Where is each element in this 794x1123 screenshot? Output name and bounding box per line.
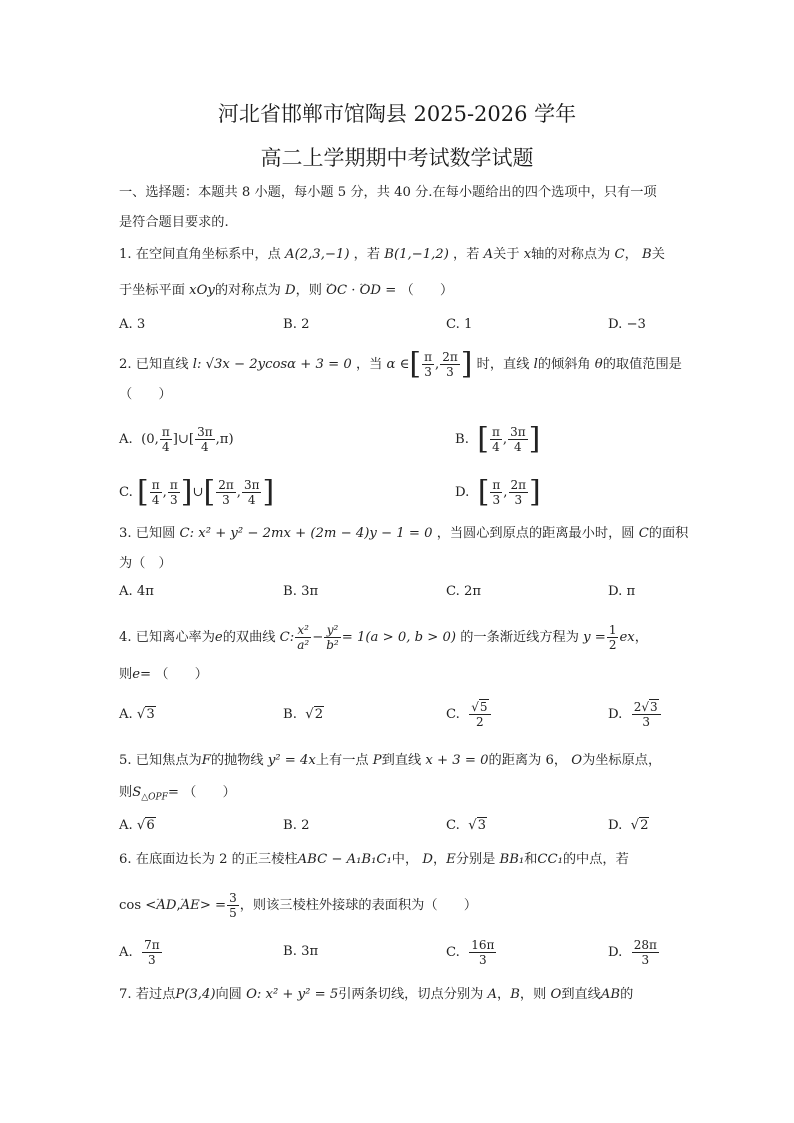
question-6-option-c[interactable]: C. $\frac{16\pi}{3}$ — [446, 938, 495, 967]
question-5-option-d[interactable]: D. √2 — [608, 818, 649, 833]
question-2-line2: （ ） — [119, 387, 172, 402]
question-6-option-b[interactable]: B. 3π — [283, 944, 319, 959]
question-1-option-b[interactable]: B. 2 — [283, 317, 310, 332]
question-1-option-c[interactable]: C. 1 — [446, 317, 473, 332]
exam-title-line2: 高二上学期期中考试数学试题 — [260, 146, 534, 170]
question-2-option-a[interactable]: A. (0, $\frac{\pi}{4}$ ]∪[ $\frac{3\pi}{4}$ ,π) — [119, 425, 234, 454]
question-3-option-c[interactable]: C. 2π — [446, 584, 482, 599]
question-1-option-d[interactable]: D. −3 — [608, 317, 646, 332]
question-3-line2: 为（ ） — [119, 556, 172, 571]
question-4-line1: 4. 已知离心率为e的双曲线 C: $\frac{\text{x²}}{\text{a²}}$ − $\frac{\text{y²}}{\text{b²}}$ = 1(a > 0, b > 0) 的一条渐近线方程为 y = $\frac{1}{2}$ ex， — [119, 623, 648, 652]
section-instructions-line1: 一、选择题：本题共 8 小题，每小题 5 分，共 40 分.在每小题给出的四个选项中，只有一项 — [119, 185, 657, 200]
question-2-line1: 2. 已知直线 l: √3x − 2ycosα + 3 = 0 ，当 α ∈[ $\frac{\pi}{3}$ , $\frac{2\pi}{3}$ ] 时，直线 l的倾斜角 θ的取值范围是 — [119, 346, 682, 382]
question-2-option-b[interactable]: B. [ $\frac{\pi}{4}$ , $\frac{3\pi}{4}$ ] — [455, 421, 541, 457]
circle-equation: C: x² + y² − 2mx + (2m − 4)y − 1 = 0 — [179, 526, 433, 541]
question-5-line1: 5. 已知焦点为F的抛物线 y² = 4x上有一点 P到直线 x + 3 = 0的距离为 6， O为坐标原点， — [119, 753, 662, 768]
question-2-option-d[interactable]: D. [ $\frac{\pi}{3}$ , $\frac{2\pi}{3}$ ] — [455, 474, 541, 510]
question-5-option-a[interactable]: A. √6 — [119, 818, 155, 833]
question-6-line2: cos <ꞈꞈ AD,ꞈꞈ AE> = $\frac{3}{5}$ ，则该三棱柱外接球的表面积为（ ） — [119, 891, 477, 920]
question-3-line1: 3. 已知圆 C: x² + y² − 2mx + (2m − 4)y − 1 = 0 ，当圆心到原点的距离最小时，圆 C的面积 — [119, 526, 689, 541]
question-1-line2: 于坐标平面 xOy的对称点为 D，则 ꞈꞈ OC · ꞈꞈ OD = （ ） — [119, 282, 453, 300]
question-7-line1: 7. 若过点P(3,4)向圆 O: x² + y² = 5引两条切线，切点分别为 A，B，则 O到直线AB的 — [119, 987, 634, 1002]
exam-title-line1: 河北省邯郸市馆陶县 2025-2026 学年 — [217, 102, 577, 126]
line-equation: l: √3x − 2ycosα + 3 = 0 — [192, 357, 352, 372]
question-6-line1: 6. 在底面边长为 2 的正三棱柱ABC − A₁B₁C₁中， D，E分别是 BB₁和CC₁的中点，若 — [119, 852, 629, 867]
question-5-option-b[interactable]: B. 2 — [283, 818, 310, 833]
question-3-option-b[interactable]: B. 3π — [283, 584, 319, 599]
question-4-line2: 则e= （ ） — [119, 667, 208, 682]
section-instructions-line2: 是符合题目要求的. — [119, 215, 229, 230]
question-5-line2: 则$S_{\triangle OPF}=$ （ ） — [119, 785, 236, 803]
question-1-line1: 1. 在空间直角坐标系中，点 A(2,3,−1) ，若 B(1,−1,2) ，若 A关于 x轴的对称点为 C， B关 — [119, 247, 665, 262]
question-6-option-d[interactable]: D. $\frac{28\pi}{3}$ — [608, 938, 657, 967]
question-4-option-a[interactable]: A. √3 — [119, 707, 155, 722]
question-4-option-d[interactable]: D. $\frac{2√3}{3}$ — [608, 700, 662, 729]
question-2-option-c[interactable]: C. [ $\frac{\pi}{4}$ , $\frac{\pi}{3}$ ]∪[ $\frac{2\pi}{3}$ , $\frac{3\pi}{4}$ ] — [119, 474, 275, 510]
question-3-option-d[interactable]: D. π — [608, 584, 636, 599]
point-a: A(2,3,−1) — [285, 247, 350, 262]
question-4-option-b[interactable]: B. √2 — [283, 707, 324, 722]
point-b: B(1,−1,2) — [384, 247, 449, 262]
question-3-option-a[interactable]: A. 4π — [119, 584, 154, 599]
question-1-option-a[interactable]: A. 3 — [119, 317, 146, 332]
question-5-option-c[interactable]: C. √3 — [446, 818, 486, 833]
question-4-option-c[interactable]: C. $\frac{√5}{2}$ — [446, 700, 492, 729]
question-6-option-a[interactable]: A. $\frac{7\pi}{3}$ — [119, 938, 160, 967]
